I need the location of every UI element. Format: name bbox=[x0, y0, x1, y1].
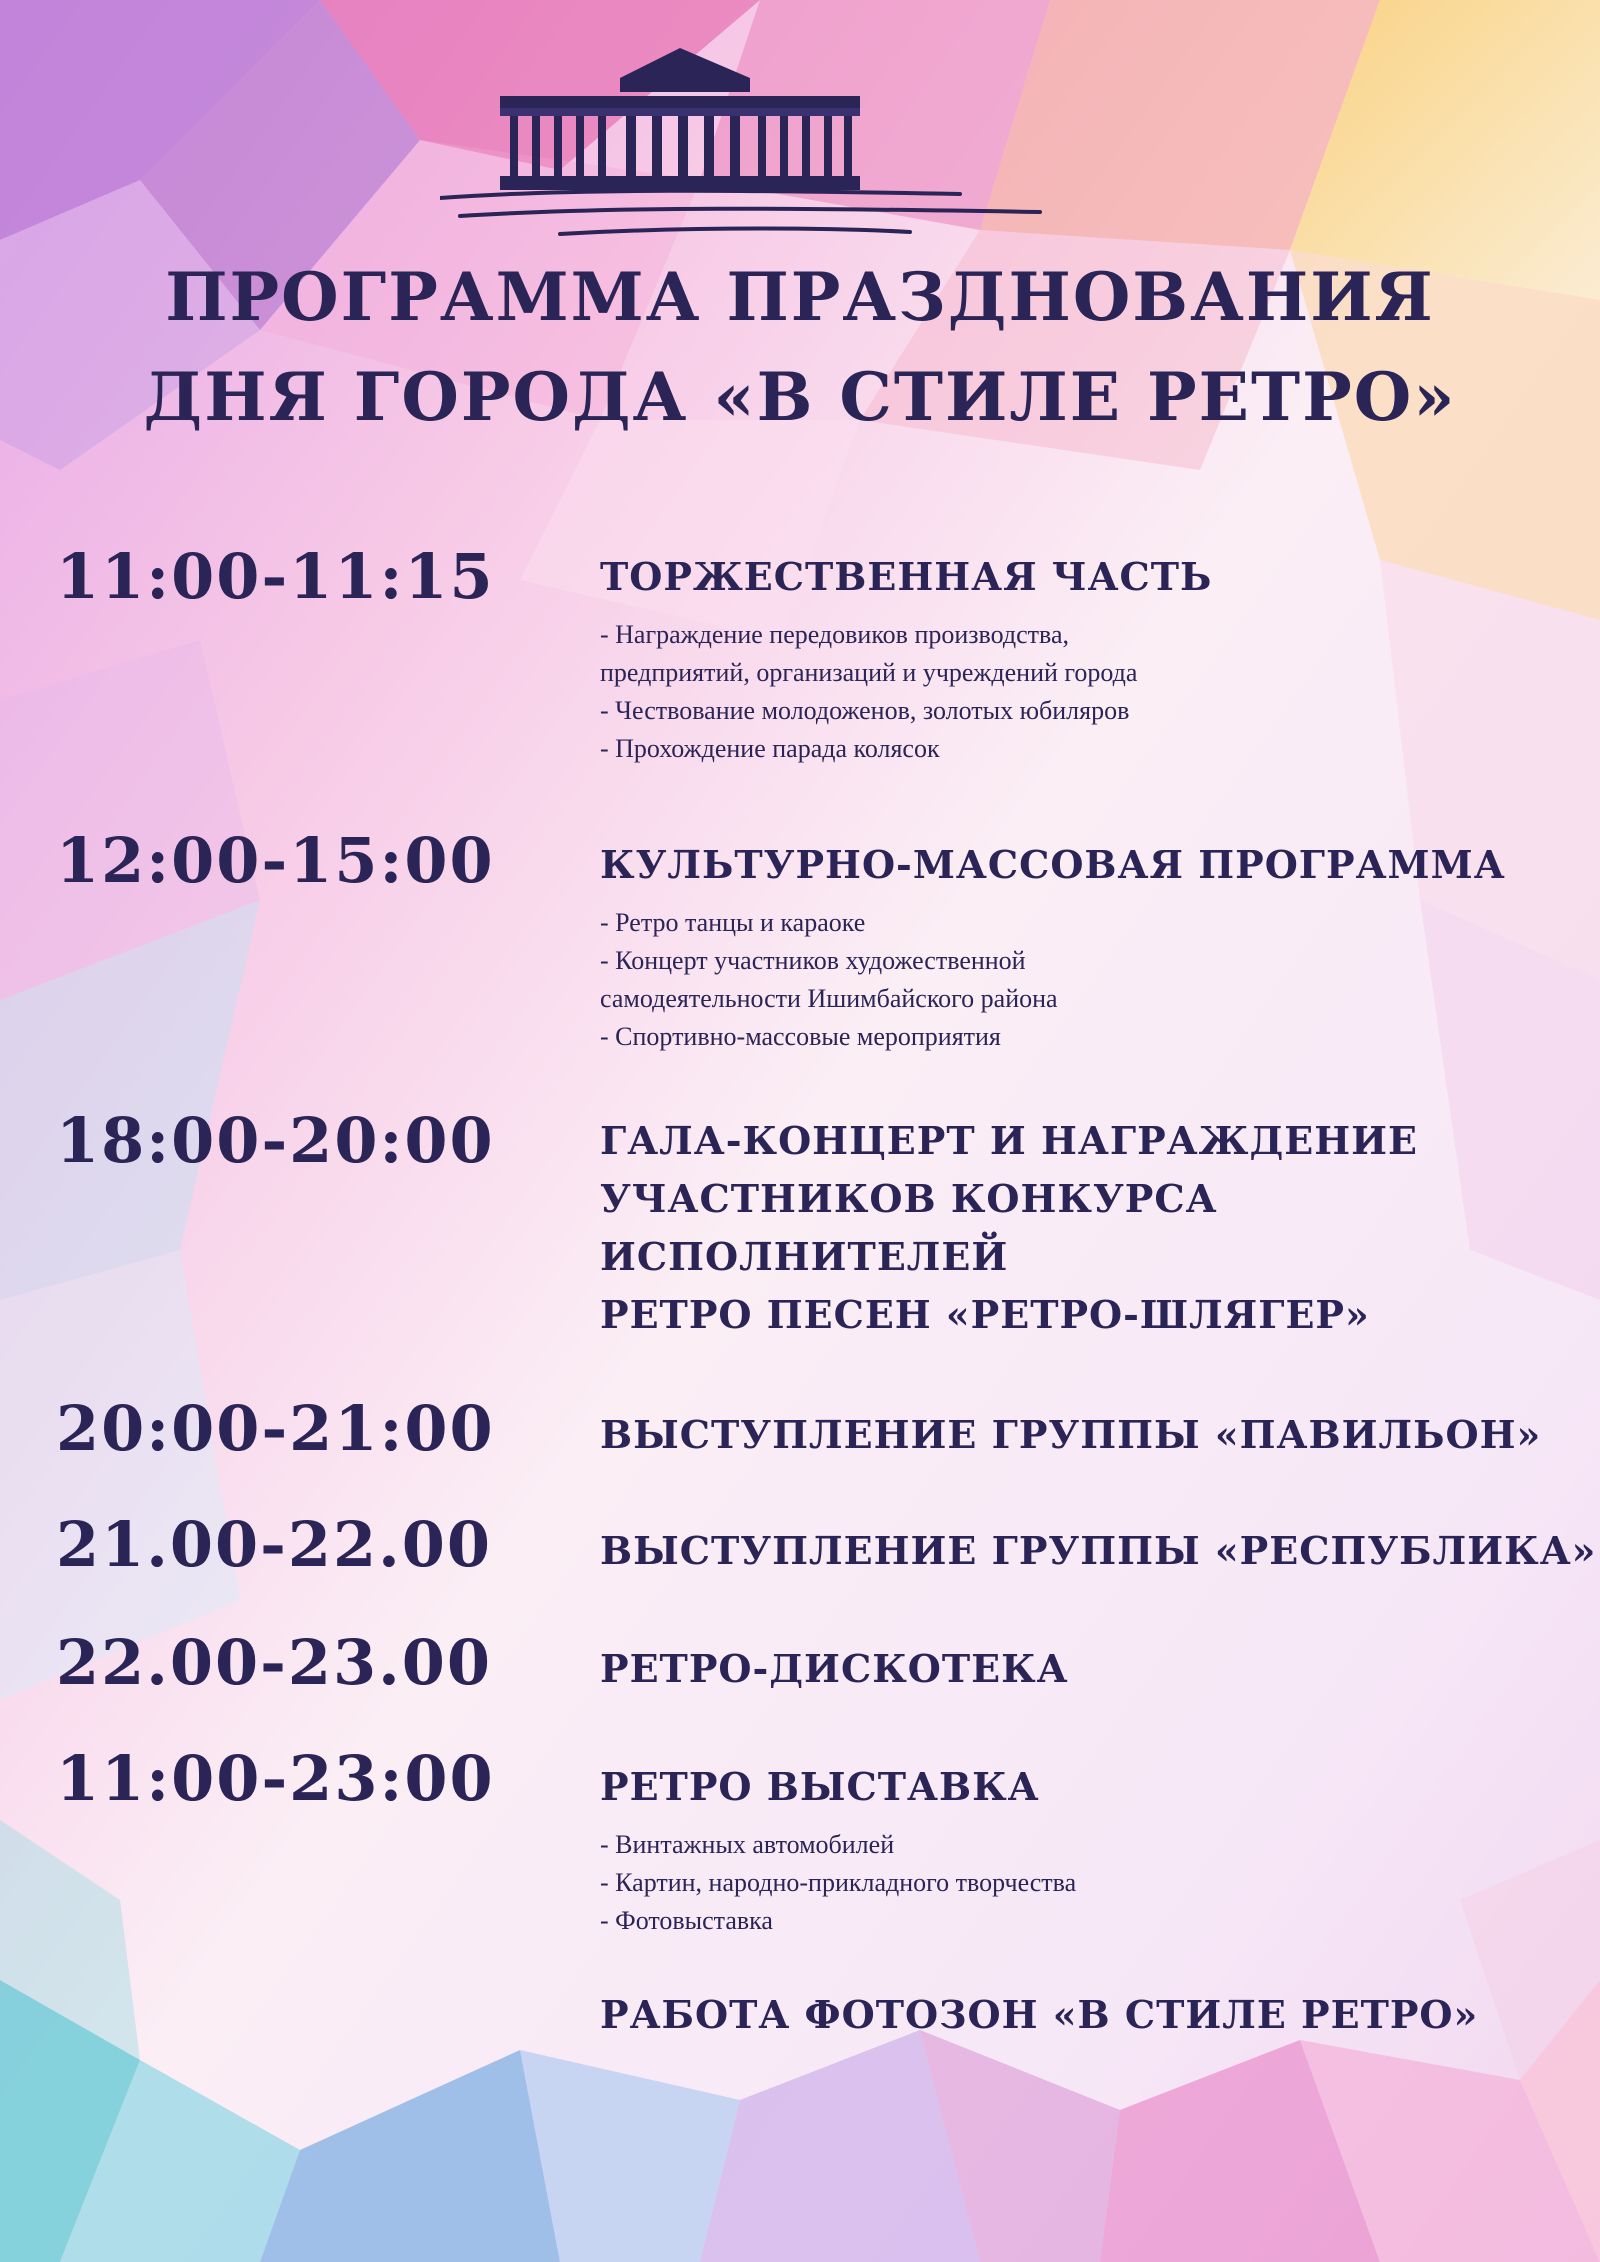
event-details-2 bbox=[600, 904, 1560, 1056]
page-title-line1 bbox=[0, 258, 1600, 336]
schedule-time-5: 21.00-22.00 bbox=[56, 1508, 493, 1581]
detail-line: - Награждение передовиков производства, bbox=[600, 620, 1069, 649]
event-title-line: ВЫСТУПЛЕНИЕ ГРУППЫ «ПАВИЛЬОН» bbox=[600, 1412, 1542, 1457]
detail-line: - Прохождение парада колясок bbox=[600, 734, 940, 763]
schedule-event-5 bbox=[600, 1522, 1597, 1580]
schedule-time-4: 20:00-21:00 bbox=[56, 1392, 495, 1465]
event-details-1 bbox=[600, 616, 1560, 768]
event-title-line: РАБОТА ФОТОЗОН «В СТИЛЕ РЕТРО» bbox=[600, 1992, 1479, 2037]
detail-line: - Ретро танцы и караоке bbox=[600, 908, 866, 937]
title-text-line1: ПРОГРАММА ПРАЗДНОВАНИЯ bbox=[165, 258, 1435, 336]
schedule-event-1 bbox=[600, 548, 1560, 768]
event-title-line: РЕТРО ПЕСЕН «РЕТРО-ШЛЯГЕР» bbox=[600, 1292, 1370, 1337]
detail-line: - Фотовыставка bbox=[600, 1906, 773, 1935]
detail-line: - Картин, народно-прикладного творчества bbox=[600, 1868, 1077, 1897]
detail-line: - Концерт участников художественной bbox=[600, 946, 1026, 975]
detail-line: предприятий, организаций и учреждений города bbox=[600, 658, 1138, 687]
building-logo-icon bbox=[440, 38, 1080, 258]
schedule-time-2: 12:00-15:00 bbox=[56, 824, 495, 897]
event-title-line: УЧАСТНИКОВ КОНКУРСА bbox=[600, 1176, 1218, 1221]
event-title-line: РЕТРО-ДИСКОТЕКА bbox=[600, 1646, 1069, 1691]
schedule-event-6 bbox=[600, 1640, 1560, 1698]
detail-line: - Винтажных автомобилей bbox=[600, 1830, 895, 1859]
title-text-line2: ДНЯ ГОРОДА «В СТИЛЕ РЕТРО» bbox=[143, 358, 1457, 436]
footer-event bbox=[600, 1986, 1560, 2044]
event-title-3 bbox=[600, 1112, 1560, 1344]
schedule-event-3 bbox=[600, 1112, 1560, 1344]
schedule-event-7 bbox=[600, 1758, 1560, 1940]
event-title-line: ВЫСТУПЛЕНИЕ ГРУППЫ «РЕСПУБЛИКА» bbox=[600, 1528, 1597, 1573]
detail-line: - Спортивно-массовые мероприятия bbox=[600, 1022, 1001, 1051]
event-title-4 bbox=[600, 1406, 1560, 1464]
schedule-event-2 bbox=[600, 836, 1560, 1056]
schedule-time-3: 18:00-20:00 bbox=[56, 1104, 495, 1177]
event-title-6 bbox=[600, 1640, 1560, 1698]
event-title-1 bbox=[600, 548, 1560, 606]
event-title-line: РЕТРО ВЫСТАВКА bbox=[600, 1764, 1040, 1809]
event-title-5 bbox=[600, 1522, 1597, 1580]
event-title-line: ИСПОЛНИТЕЛЕЙ bbox=[600, 1234, 1009, 1279]
event-title-7 bbox=[600, 1758, 1560, 1816]
detail-line: - Чествование молодоженов, золотых юбиляров bbox=[600, 696, 1130, 725]
schedule-time-6: 22.00-23.00 bbox=[56, 1626, 493, 1699]
event-title-line: КУЛЬТУРНО-МАССОВАЯ ПРОГРАММА bbox=[600, 842, 1506, 887]
page-title-line2 bbox=[0, 358, 1600, 436]
schedule-time-7: 11:00-23:00 bbox=[56, 1742, 495, 1815]
footer-event-title bbox=[600, 1986, 1560, 2044]
event-title-2 bbox=[600, 836, 1560, 894]
schedule-time-1: 11:00-11:15 bbox=[56, 540, 495, 613]
event-title-line: ТОРЖЕСТВЕННАЯ ЧАСТЬ bbox=[600, 554, 1213, 599]
detail-line: самодеятельности Ишимбайского района bbox=[600, 984, 1058, 1013]
event-title-line: ГАЛА-КОНЦЕРТ И НАГРАЖДЕНИЕ bbox=[600, 1118, 1418, 1163]
schedule-event-4 bbox=[600, 1406, 1560, 1464]
event-details-7 bbox=[600, 1826, 1560, 1940]
